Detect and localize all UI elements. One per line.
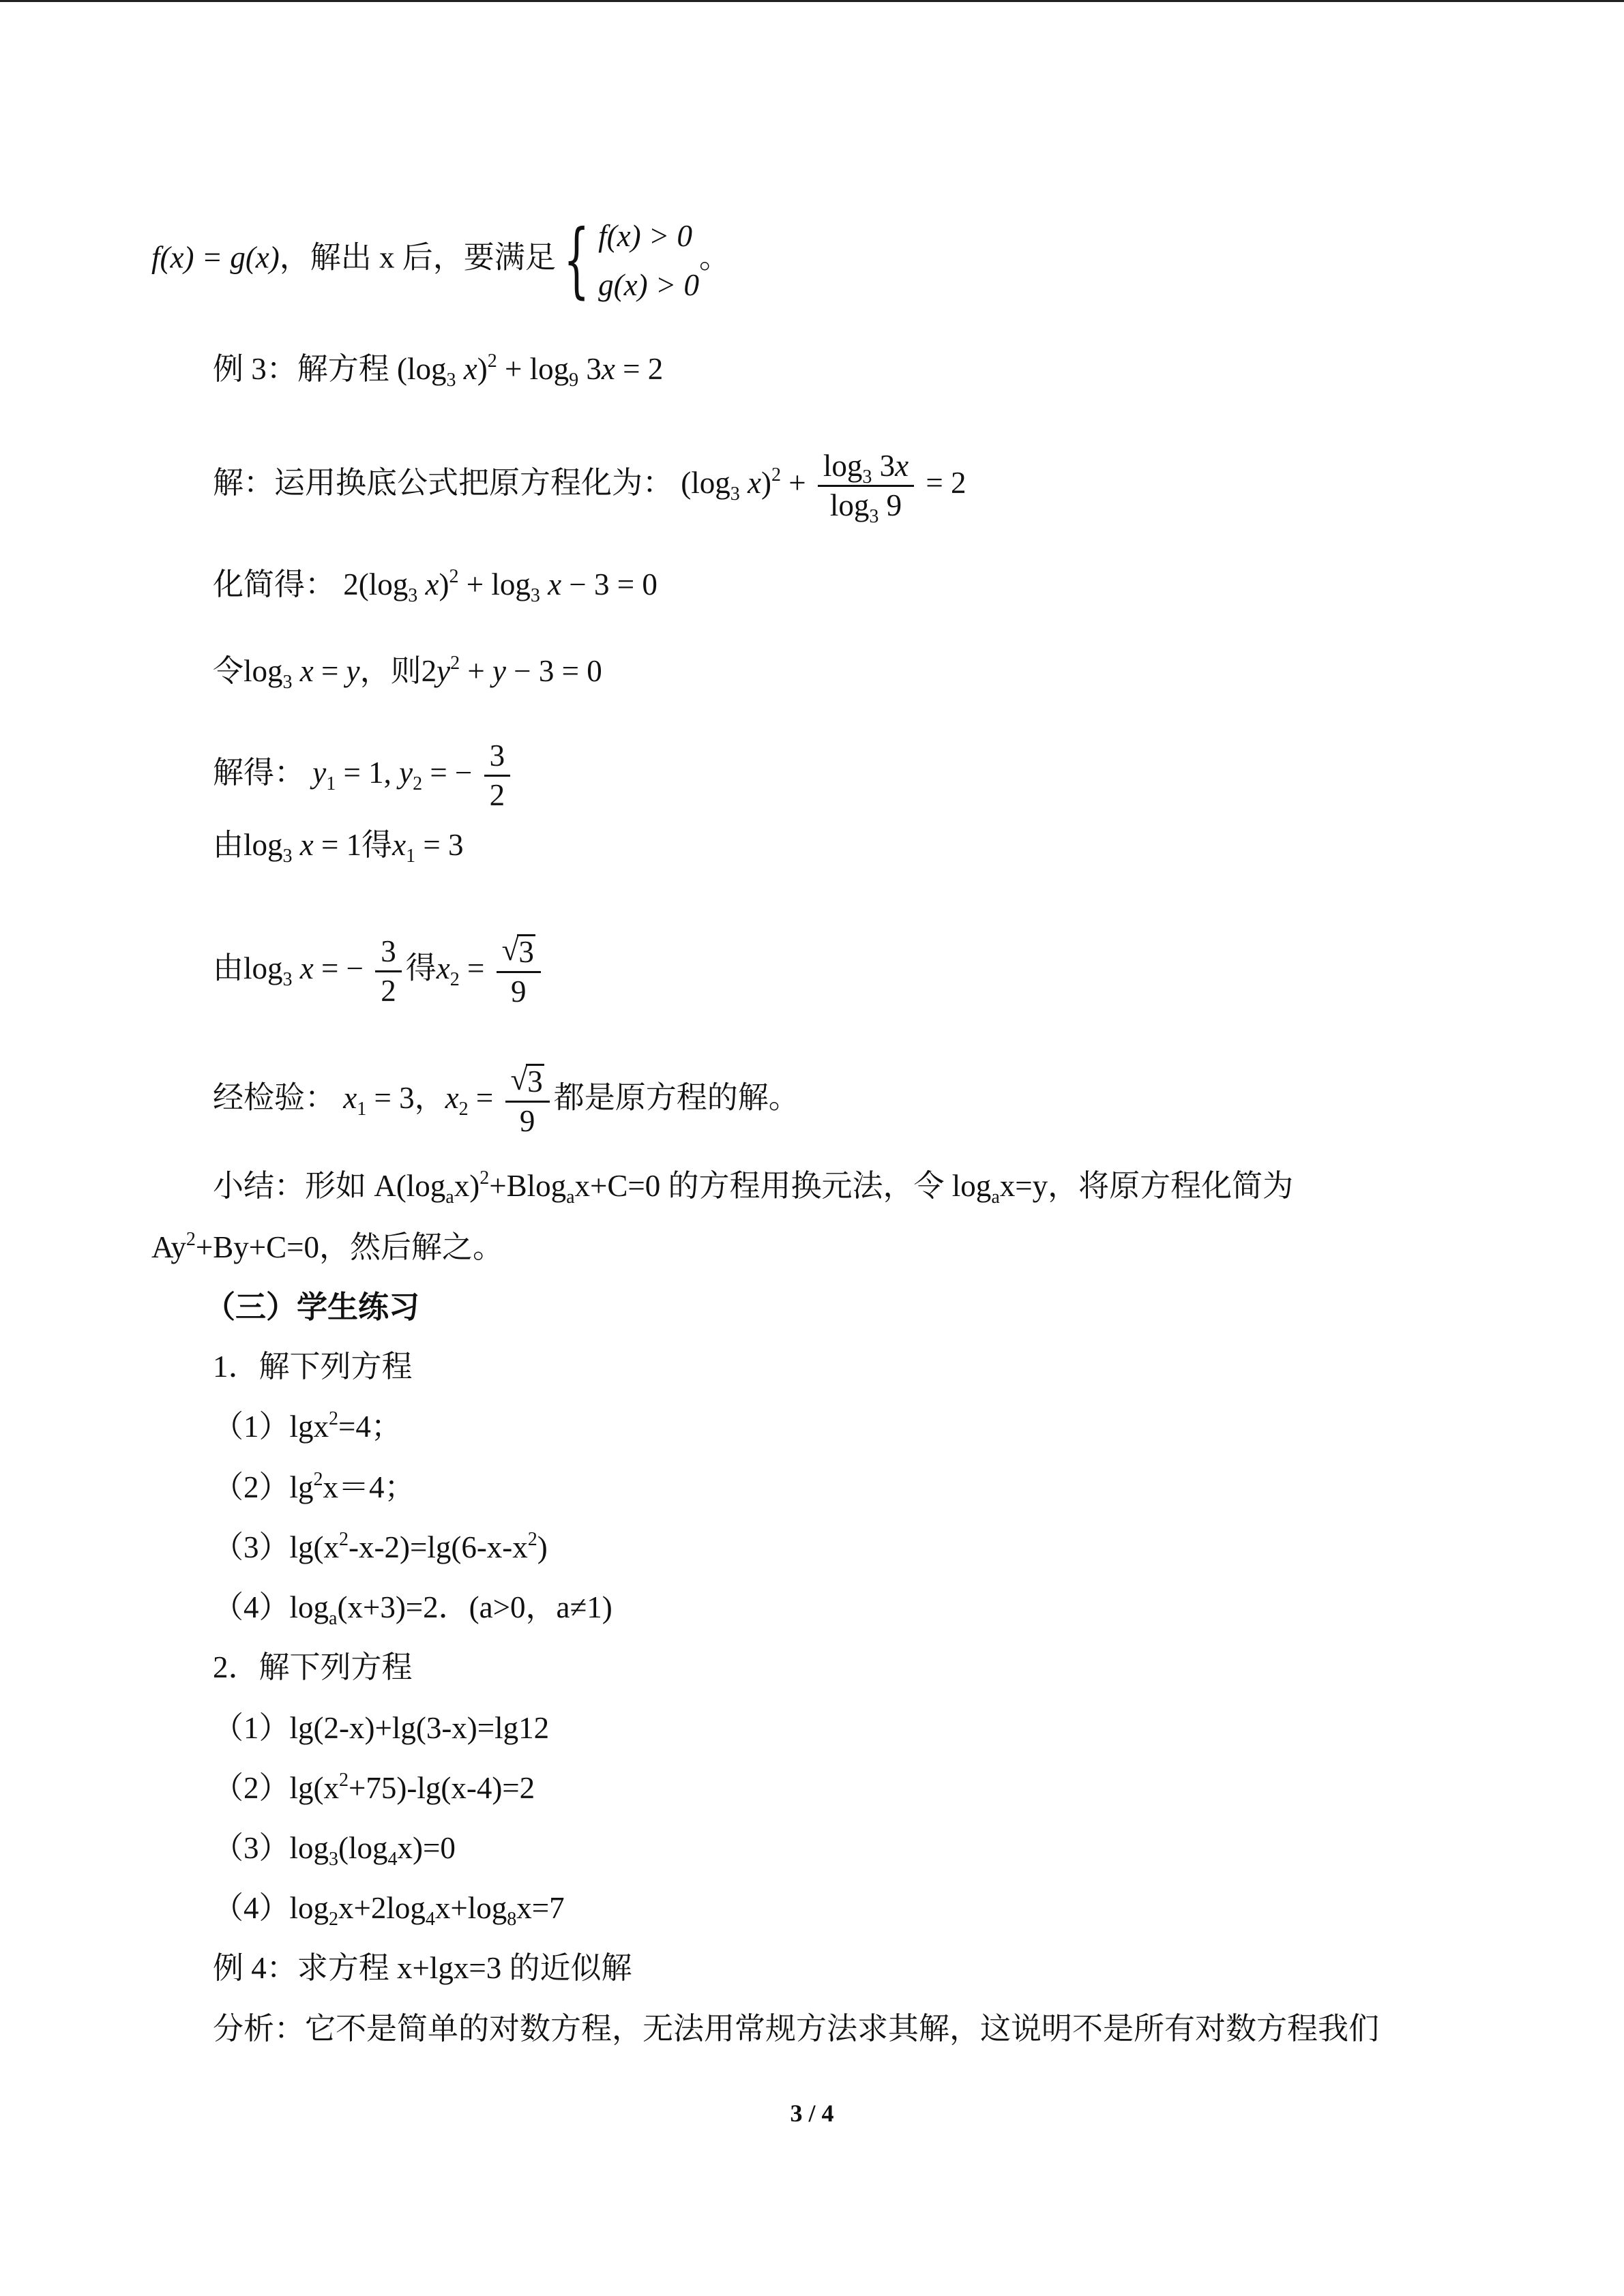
q1-1-b: =4；	[338, 1410, 402, 1444]
check-label: 经检验：	[213, 1080, 336, 1115]
summary-text-b: x)	[454, 1169, 480, 1203]
summary-sup-2: 2	[479, 1167, 490, 1189]
case-1-result: $x_1 = 3$	[392, 828, 464, 867]
analysis-line: 分析：它不是简单的对数方程，无法用常规方法求其解，这说明不是所有对数方程我们	[213, 2012, 1380, 2046]
summary-sub-a1: a	[445, 1187, 454, 1208]
q1-3-b: -x-2)=lg(6-x-x	[349, 1530, 528, 1564]
let-label: 令	[213, 654, 244, 688]
case-2-result: $x_2$ = √ 3 9	[437, 951, 545, 985]
check-expr: $x_1 = 3$，$x_2$ = √ 3 9	[343, 1081, 553, 1115]
summary-text-d: x+C=0 的方程用换元法，令 log	[574, 1169, 992, 1203]
de-label-2: 得	[405, 951, 437, 985]
simplify-line	[213, 565, 658, 604]
summary-sub-a2: a	[566, 1187, 575, 1208]
summary-text-e: x=y，将原方程化简为	[999, 1169, 1294, 1203]
simplify-equation: $2(\log_3$ $x)^2 + \log_3 x - 3 = 0$	[343, 566, 658, 606]
q2-4-d: x=7	[516, 1891, 565, 1925]
solution-equation: ($\log_3$ x)$^2$ + $\frac{\log_3 3x}{\log_3 9}$ = 2	[681, 449, 966, 528]
q1-title: 1．解下列方程	[213, 1350, 413, 1384]
example-3-line	[213, 349, 663, 389]
de-label-1: 得	[361, 828, 393, 862]
left-brace-icon: {	[563, 213, 590, 308]
q2-4-sub2: 4	[425, 1909, 435, 1930]
summary-sub-a3: a	[991, 1187, 1000, 1208]
q2-4-sub1: 2	[329, 1909, 339, 1930]
q1-3-sup2: 2	[527, 1529, 537, 1550]
substitution-line	[213, 651, 602, 691]
summary-text-g: +By+C=0，然后解之。	[195, 1230, 504, 1264]
solution-label: 解：运用换底公式把原方程化为：	[213, 466, 674, 501]
top-border-line	[0, 0, 1624, 2]
example-4-line: 例 4：求方程 x+lgx=3 的近似解	[213, 1951, 632, 1985]
q2-4-b: x+2log	[338, 1891, 426, 1925]
example-3-label: 例 3：解方程	[213, 352, 389, 386]
case-1-line	[213, 825, 464, 865]
from-label-2: 由	[213, 951, 244, 985]
change-of-base-fraction: $\frac{\log_3 3x}{\log_3 9}$	[818, 450, 914, 522]
simplify-label: 化简得：	[213, 567, 336, 601]
q1-3-c: )	[537, 1530, 548, 1564]
q2-2-b: +75)-lg(x-4)=2	[349, 1771, 535, 1805]
q2-3-sub2: 4	[387, 1849, 398, 1870]
summary-line-2	[151, 1227, 503, 1267]
condition-f: f(x) > 0	[598, 219, 692, 253]
case-1-condition: $\log_3 x = 1$	[243, 828, 362, 867]
q1-2-sup: 2	[313, 1469, 323, 1490]
summary-text-f: Ay	[151, 1230, 186, 1264]
q1-4-a: （4）log	[213, 1590, 329, 1624]
roots-line	[213, 740, 514, 812]
solved-label: 解得：	[213, 756, 306, 790]
roots-expr: $y_1 = 1$, $y_2$ = − $\frac{3}{2}$	[312, 756, 514, 790]
q2-3-a: （3）log	[213, 1831, 329, 1865]
q2-3-b: (log	[338, 1831, 388, 1865]
example-3-equation: ($\log_3$ $x)^2 + \log_9 3x = 2$	[397, 351, 664, 391]
q2-4-sub3: 8	[507, 1909, 517, 1930]
from-label-1: 由	[213, 828, 244, 862]
q2-3-sub1: 3	[329, 1849, 339, 1870]
condition-g: g(x) > 0	[598, 268, 699, 302]
substitution-expr: $\log_3 x = y$	[243, 654, 360, 693]
q1-2-a: （2）lg	[213, 1470, 314, 1504]
intro-text: ，解出 x 后，要满足	[279, 240, 556, 275]
intro-equation: f(x) = g(x)	[151, 240, 280, 275]
case-2-condition: $\log_3 x$ = − $\frac{3}{2}$	[243, 951, 406, 985]
q2-3-c: x)=0	[397, 1831, 456, 1865]
q1-2-b: x＝4；	[323, 1470, 415, 1504]
intro-line	[151, 211, 730, 310]
q1-item-1	[213, 1407, 402, 1446]
section-3-title: （三）学生练习	[205, 1289, 420, 1325]
q2-4-c: x+log	[434, 1891, 507, 1925]
summary-text-c: +Blog	[489, 1169, 567, 1203]
then-label: ，则	[359, 654, 422, 688]
summary-sup-2b: 2	[186, 1229, 196, 1250]
case-2-line	[213, 934, 545, 1009]
intro-end: 。	[698, 240, 730, 275]
q1-4-b: (x+3)=2．(a>0，a≠1)	[337, 1590, 612, 1624]
q1-3-a: （3）lg(x	[213, 1530, 339, 1564]
q2-item-4	[213, 1888, 565, 1928]
quadratic-equation: $2y^2 + y - 3 = 0$	[421, 653, 602, 688]
q2-item-3	[213, 1828, 456, 1868]
q1-item-4	[213, 1587, 612, 1627]
q1-1-a: （1）lgx	[213, 1410, 329, 1444]
condition-system	[556, 211, 699, 310]
check-end: 都是原方程的解。	[553, 1080, 799, 1115]
q1-item-2	[213, 1467, 415, 1507]
q2-item-2	[213, 1768, 535, 1808]
q2-title: 2．解下列方程	[213, 1650, 413, 1684]
q1-item-3	[213, 1527, 548, 1567]
q2-item-1: （1）lg(2-x)+lg(3-x)=lg12	[213, 1711, 550, 1745]
page-number: 3 / 4	[790, 2100, 834, 2127]
q1-4-sub: a	[329, 1608, 338, 1629]
summary-text-a: 小结：形如 A(log	[213, 1169, 446, 1203]
summary-line-1	[213, 1166, 1293, 1206]
q2-4-a: （4）log	[213, 1891, 329, 1925]
q1-3-sup1: 2	[339, 1529, 349, 1550]
solution-line	[213, 449, 966, 528]
q2-2-a: （2）lg(x	[213, 1771, 339, 1805]
check-line	[213, 1064, 799, 1138]
q2-2-sup: 2	[339, 1770, 349, 1791]
q1-1-sup: 2	[329, 1408, 339, 1429]
